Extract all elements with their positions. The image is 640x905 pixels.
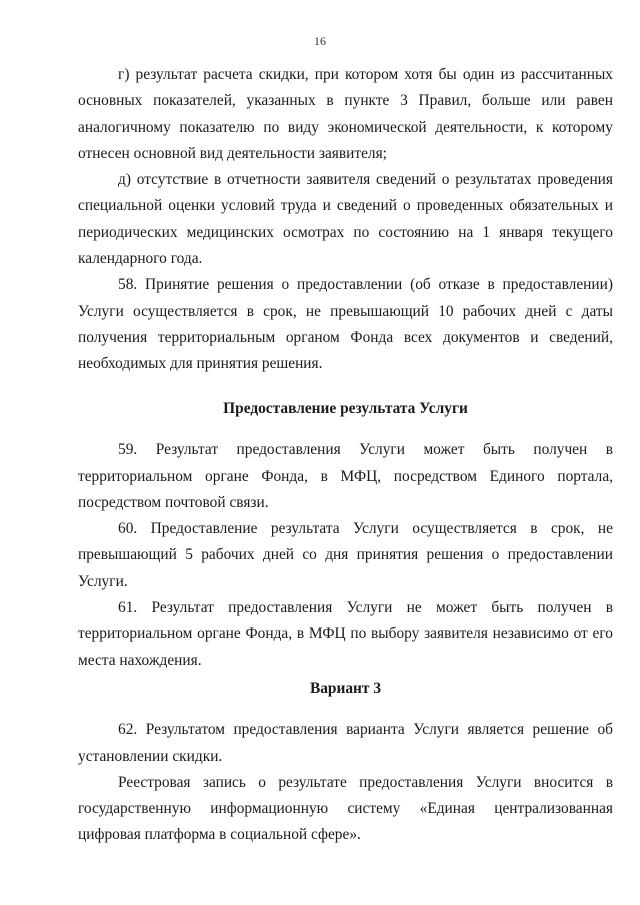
body-text-result: [78, 396, 613, 674]
body-text-variant: [78, 676, 613, 849]
paragraph-d: д) отсутствие в отчетности заявителя сведений о результатах проведения специальной оценки условий труда и сведений о проведенных обязательных и периодических медицинских осмотрах по состоянию на 1 января текущего календарного года.: [78, 171, 613, 268]
paragraph-g: г) результат расчета скидки, при котором хотя бы один из рассчитанных основных показателей, указанных в пункте 3 Правил, больше или равен аналогичному показателю по виду экономической деятельности, к которому отнесен основной вид деятельности заявителя;: [78, 66, 613, 162]
paragraph-60: 60. Предоставление результата Услуги осуществляется в срок, не превышающий 5 рабочих дней со дня принятия решения о предоставлении Услуги.: [78, 520, 613, 590]
section-heading-variant: Вариант 3: [309, 680, 382, 697]
paragraph-59: 59. Результат предоставления Услуги может быть получен в территориальном органе Фонда, в МФЦ, посредством Единого портала, посредством почтовой связи.: [78, 441, 613, 511]
spacer: [78, 702, 613, 717]
paragraph-58: 58. Принятие решения о предоставлении (об отказе в предоставлении) Услуги осуществляется в срок, не превышающий 10 рабочих дней с даты получения территориальным органом Фонда всех документов и сведений, необходимых для принятия решения.: [78, 276, 613, 373]
paragraph-61: 61. Результат предоставления Услуги не может быть получен в территориальном органе Фонда, в МФЦ по выбору заявителя независимо от его места нахождения.: [78, 599, 613, 669]
spacer: [78, 422, 613, 437]
paragraph-registry: Реестровая запись о результате предоставления Услуги вносится в государственную информационную систему «Единая централизованная цифровая платформа в социальной сфере».: [78, 773, 613, 844]
section-heading-result: Предоставление результата Услуги: [223, 400, 468, 417]
body-text-top: [78, 62, 613, 378]
paragraph-62: 62. Результатом предоставления варианта Услуги является решение об установлении скидки.: [78, 721, 613, 765]
page-number: 16: [314, 34, 326, 48]
